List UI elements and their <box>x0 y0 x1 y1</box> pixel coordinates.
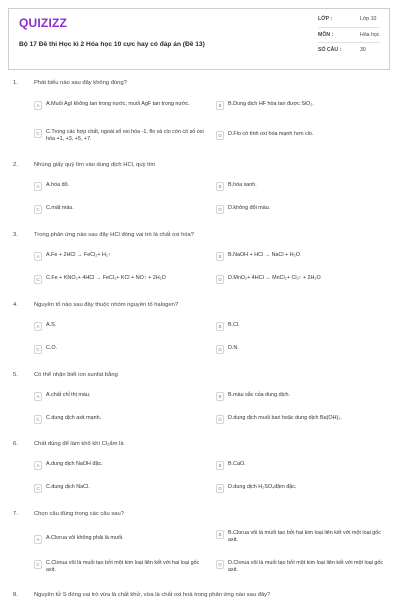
option-text: A.Clorua vôi không phải là muối. <box>46 535 124 541</box>
answer-option[interactable] <box>34 275 166 284</box>
divider <box>318 27 380 28</box>
option-letter: B <box>216 182 224 191</box>
option-letter: B <box>216 392 224 401</box>
option-letter: A <box>34 461 42 470</box>
answer-option[interactable] <box>34 129 208 144</box>
option-letter: C <box>34 275 42 284</box>
page-title: Bộ 17 Đề thi Học kì 2 Hóa học 10 cực hay có đáp án (Đề 13) <box>19 41 205 48</box>
option-text: D.không đổi màu. <box>228 205 271 211</box>
quizizz-logo: QUIZIZZ <box>19 16 68 30</box>
meta-label: MÔN : <box>318 32 334 38</box>
answer-option[interactable] <box>34 182 69 191</box>
option-text: C.dung dịch axit mạnh. <box>46 415 102 421</box>
option-text: C.O. <box>46 345 58 351</box>
answer-option[interactable] <box>34 461 103 470</box>
question-number: 4. <box>13 302 18 308</box>
answer-option[interactable] <box>216 530 390 545</box>
option-text: D.dung dịch H₂SO₄đậm đặc. <box>228 484 297 490</box>
option-letter: A <box>34 535 42 544</box>
answer-option[interactable] <box>34 252 111 261</box>
option-letter: B <box>216 530 224 539</box>
worksheet-header <box>8 8 390 70</box>
divider <box>318 42 380 43</box>
option-text: B.Dung dịch HF hòa tan được SiO₂. <box>228 101 314 107</box>
option-letter: B <box>216 461 224 470</box>
meta-value: 30 <box>360 47 366 53</box>
answer-option[interactable] <box>216 182 257 191</box>
option-text: C.Trong các hợp chất, ngoài số oxi hóa -1, flo và clo còn có số oxi hóa +1, +3, +5, +7. <box>46 129 204 143</box>
answer-option[interactable] <box>34 484 90 493</box>
option-text: C.dung dịch NaCl. <box>46 484 90 490</box>
option-text: B.Cl. <box>228 322 240 328</box>
option-letter: A <box>34 101 42 110</box>
option-letter: B <box>216 322 224 331</box>
answer-option[interactable] <box>34 535 124 544</box>
option-text: D.Flo có tính oxi hóa mạnh hơn clo. <box>228 131 314 137</box>
option-letter: D <box>216 131 224 140</box>
answer-option[interactable] <box>34 560 208 575</box>
answer-option[interactable] <box>216 392 290 401</box>
option-text: C.Clorua vôi là muối tạo bởi một kim loại liên kết với hai loại gốc axit. <box>46 560 200 574</box>
meta-label: SỐ CÂU : <box>318 47 342 53</box>
question-number: 5. <box>13 372 18 378</box>
option-text: A.S. <box>46 322 57 328</box>
answer-option[interactable] <box>216 101 314 110</box>
option-text: B.CaO. <box>228 461 246 467</box>
meta-value: Lớp 10 <box>360 16 377 22</box>
option-text: A.Muối AgI không tan trong nước, muối AgF tan trong nước. <box>46 101 190 107</box>
option-text: D.dung dịch muối bari hoặc dung dịch Ba(OH)₂. <box>228 415 342 421</box>
answer-option[interactable] <box>216 131 313 140</box>
option-text: A.dung dịch NaOH đặc. <box>46 461 103 467</box>
question-number: 6. <box>13 441 18 447</box>
question-text: Chất dùng để làm khô khí Cl₂ẩm là <box>34 441 124 447</box>
option-letter: D <box>216 560 224 569</box>
option-letter: A <box>34 182 42 191</box>
answer-option[interactable] <box>34 101 190 110</box>
option-text: A.Fe + 2HCl → FeCl₂+ H₂↑ <box>46 252 111 258</box>
question-text: Nhúng giấy quỳ tím vào dung dịch HCl, quỳ tím <box>34 162 156 168</box>
option-text: C.Fe + KNO₃+ 4HCl → FeCl₃+ KCl + NO↑ + 2H₂O <box>46 275 166 281</box>
option-letter: D <box>216 484 224 493</box>
option-text: B.NaOH + HCl → NaCl + H₂O <box>228 252 300 258</box>
answer-option[interactable] <box>34 205 74 214</box>
answer-option[interactable] <box>34 392 90 401</box>
answer-option[interactable] <box>216 205 270 214</box>
question-text: Nguyên tử S đóng vai trò vừa là chất khử, vừa là chất oxi hoá trong phản ứng nào sau đây? <box>34 592 271 598</box>
question-number: 2. <box>13 162 18 168</box>
question-number: 3. <box>13 232 18 238</box>
question-text: Nguyên tố nào sau đây thuộc nhóm nguyên tố halogen? <box>34 302 179 308</box>
option-text: C.mất màu. <box>46 205 74 211</box>
question-text: Trong phản ứng nào sau đây HCl đóng vai trò là chất oxi hóa? <box>34 232 194 238</box>
answer-option[interactable] <box>34 322 56 331</box>
question-text: Có thể nhận biết ion sunfat bằng <box>34 372 118 378</box>
option-text: A.chất chỉ thị màu. <box>46 392 91 398</box>
option-text: D.MnO₂+ 4HCl → MnCl₂+ Cl₂↑ + 2H₂O <box>228 275 321 281</box>
option-letter: A <box>34 322 42 331</box>
option-text: B.hóa xanh. <box>228 182 257 188</box>
meta-value: Hóa học <box>360 32 380 38</box>
answer-option[interactable] <box>216 252 300 261</box>
option-letter: C <box>34 129 42 138</box>
answer-option[interactable] <box>216 415 342 424</box>
meta-label: LỚP : <box>318 16 333 22</box>
answer-option[interactable] <box>216 461 246 470</box>
answer-option[interactable] <box>216 322 240 331</box>
option-text: B.Clorua vôi là muối tạo bởi hai kim loại liên kết với một loại gốc axit. <box>228 530 381 544</box>
option-letter: D <box>216 345 224 354</box>
option-letter: C <box>34 415 42 424</box>
question-number: 1. <box>13 80 18 86</box>
answer-option[interactable] <box>216 275 321 284</box>
option-letter: A <box>34 252 42 261</box>
option-letter: B <box>216 101 224 110</box>
question-number: 8. <box>13 592 18 598</box>
option-letter: D <box>216 275 224 284</box>
answer-option[interactable] <box>216 560 390 575</box>
question-number: 7. <box>13 511 18 517</box>
option-letter: B <box>216 252 224 261</box>
answer-option[interactable] <box>34 345 57 354</box>
question-text: Chọn câu đúng trong các câu sau? <box>34 511 124 517</box>
option-text: D.Clorua vôi là muối tạo bởi một kim loại liên kết với một loại gốc axit. <box>228 560 384 574</box>
option-letter: A <box>34 392 42 401</box>
option-letter: D <box>216 205 224 214</box>
option-letter: D <box>216 415 224 424</box>
option-letter: C <box>34 205 42 214</box>
option-text: A.hóa đỏ. <box>46 182 70 188</box>
question-text: Phát biểu nào sau đây không đúng? <box>34 80 127 86</box>
option-text: D.N. <box>228 345 239 351</box>
answer-option[interactable] <box>34 415 101 424</box>
option-letter: C <box>34 560 42 569</box>
option-letter: C <box>34 345 42 354</box>
answer-option[interactable] <box>216 345 239 354</box>
option-text: B.màu sắc của dung dịch. <box>228 392 291 398</box>
answer-option[interactable] <box>216 484 296 493</box>
option-letter: C <box>34 484 42 493</box>
